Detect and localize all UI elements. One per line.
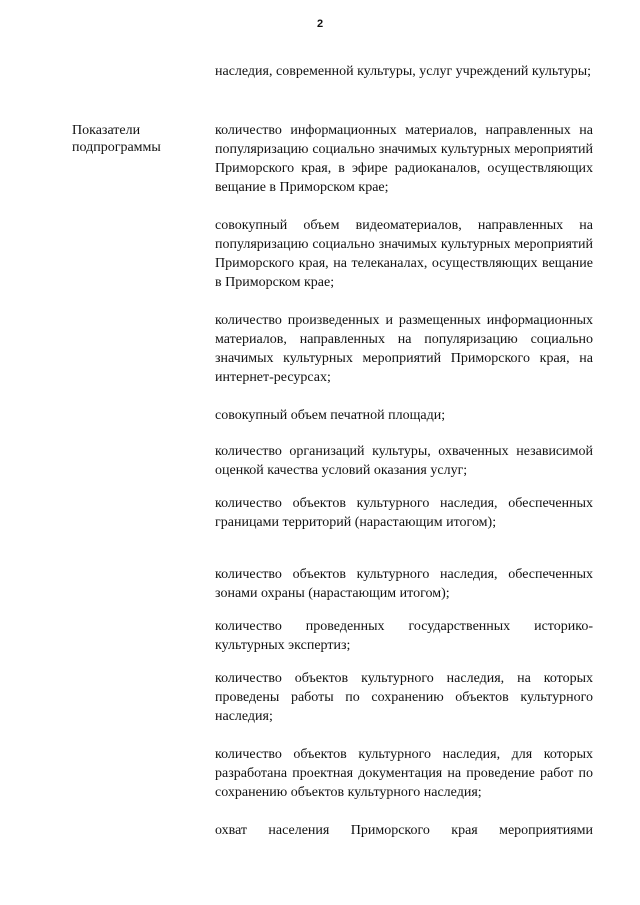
paragraph-expertises: количество проведенных государственных историко-культурных экспертиз; (215, 619, 593, 653)
paragraph-population-coverage: охват населения Приморского края мероприятиями (215, 823, 593, 838)
paragraph-design-documentation: количество объектов культурного наследия, для которых разработана проектная документация на проведение работ по сохранению объектов культурного наследия; (215, 747, 593, 800)
paragraph-print-area: совокупный объем печатной площади; (215, 408, 446, 423)
paragraph-internet-materials: количество произведенных и размещенных информационных материалов, направленных на популяризацию социально значимых культурных мероприятий Приморского края, на интернет-ресурсах; (215, 313, 593, 385)
paragraph-video-materials: совокупный объем видеоматериалов, направленных на популяризацию социально значимых культурных мероприятий Приморского края, на телеканалах, осуществляющих вещание в Приморском крае; (215, 218, 593, 290)
paragraph-territory-borders: количество объектов культурного наследия, обеспеченных границами территорий (нарастающим итогом); (215, 496, 593, 530)
paragraph-preservation-works: количество объектов культурного наследия, на которых проведены работы по сохранению объектов культурного наследия; (215, 671, 593, 724)
paragraph-radio-materials: количество информационных материалов, направленных на популяризацию социально значимых культурных мероприятий Приморского края, в эфире радиоканалов, осуществляющих вещание в Приморском крае; (215, 123, 593, 195)
page-number: 2 (316, 18, 324, 30)
paragraph-quality-assessment: количество организаций культуры, охваченных независимой оценкой качества условий оказания услуг; (215, 444, 593, 478)
section-label: Показатели подпрограммы (72, 123, 161, 155)
paragraph-heritage-continuation: наследия, современной культуры, услуг учреждений культуры; (215, 64, 591, 79)
paragraph-protection-zones: количество объектов культурного наследия, обеспеченных зонами охраны (нарастающим итогом); (215, 567, 593, 601)
